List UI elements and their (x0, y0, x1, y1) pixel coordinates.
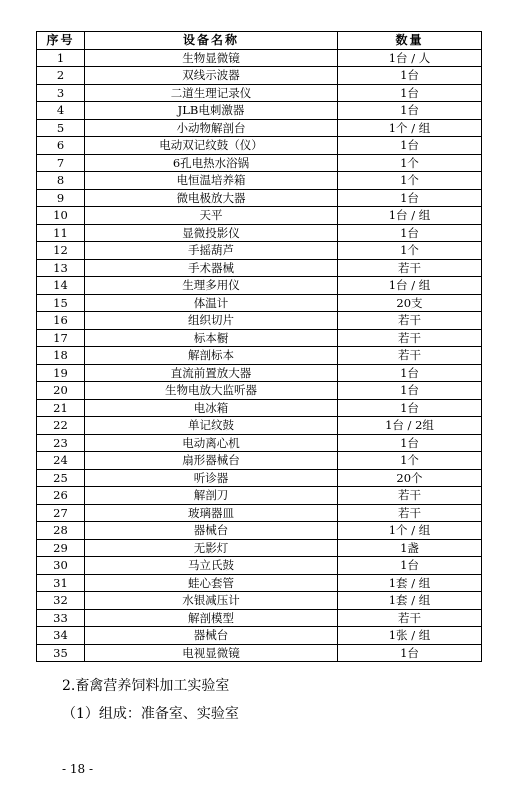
cell-equipment-name: 解剖标本 (85, 347, 338, 365)
cell-equipment-name: 微电极放大器 (85, 189, 338, 207)
cell-serial-number: 18 (37, 347, 85, 365)
header-serial-number: 序号 (37, 32, 85, 50)
cell-serial-number: 11 (37, 224, 85, 242)
cell-equipment-name: 电动双记纹鼓（仪） (85, 137, 338, 155)
cell-serial-number: 5 (37, 119, 85, 137)
cell-serial-number: 28 (37, 522, 85, 540)
cell-quantity: 1套 / 组 (338, 574, 482, 592)
cell-serial-number: 7 (37, 154, 85, 172)
table-row (37, 312, 482, 330)
cell-serial-number: 27 (37, 504, 85, 522)
table-row (37, 259, 482, 277)
cell-serial-number: 13 (37, 259, 85, 277)
table-row (37, 189, 482, 207)
cell-equipment-name: 水银减压计 (85, 592, 338, 610)
cell-quantity: 若干 (338, 504, 482, 522)
table-row (37, 154, 482, 172)
cell-serial-number: 23 (37, 434, 85, 452)
cell-equipment-name: JLB电刺激器 (85, 102, 338, 120)
cell-quantity: 1台 / 组 (338, 277, 482, 295)
table-row (37, 574, 482, 592)
cell-serial-number: 6 (37, 137, 85, 155)
cell-serial-number: 24 (37, 452, 85, 470)
cell-equipment-name: 无影灯 (85, 539, 338, 557)
table-row (37, 242, 482, 260)
table-row (37, 452, 482, 470)
cell-equipment-name: 手摇葫芦 (85, 242, 338, 260)
table-row (37, 539, 482, 557)
cell-quantity: 若干 (338, 347, 482, 365)
cell-serial-number: 35 (37, 644, 85, 662)
cell-quantity: 1台 (338, 224, 482, 242)
cell-serial-number: 16 (37, 312, 85, 330)
cell-quantity: 1台 (338, 434, 482, 452)
cell-quantity: 若干 (338, 312, 482, 330)
cell-quantity: 1台 (338, 137, 482, 155)
table-row (37, 49, 482, 67)
cell-equipment-name: 体温计 (85, 294, 338, 312)
table-row (37, 627, 482, 645)
table-row (37, 609, 482, 627)
cell-serial-number: 3 (37, 84, 85, 102)
table-row (37, 557, 482, 575)
table-row (37, 399, 482, 417)
table-row (37, 417, 482, 435)
cell-serial-number: 20 (37, 382, 85, 400)
table-row (37, 644, 482, 662)
cell-equipment-name: 器械台 (85, 627, 338, 645)
cell-equipment-name: 手术器械 (85, 259, 338, 277)
cell-quantity: 若干 (338, 487, 482, 505)
equipment-table (36, 31, 482, 662)
cell-quantity: 若干 (338, 329, 482, 347)
cell-serial-number: 9 (37, 189, 85, 207)
cell-serial-number: 29 (37, 539, 85, 557)
cell-serial-number: 10 (37, 207, 85, 225)
table-row (37, 504, 482, 522)
table-row (37, 347, 482, 365)
table-row (37, 522, 482, 540)
cell-quantity: 1张 / 组 (338, 627, 482, 645)
header-equipment-name: 设备名称 (85, 32, 338, 50)
cell-quantity: 1台 (338, 84, 482, 102)
cell-equipment-name: 二道生理记录仪 (85, 84, 338, 102)
cell-equipment-name: 组织切片 (85, 312, 338, 330)
table-row (37, 364, 482, 382)
cell-quantity: 1个 (338, 452, 482, 470)
table-row (37, 592, 482, 610)
table-row (37, 172, 482, 190)
cell-equipment-name: 生物电放大监听器 (85, 382, 338, 400)
cell-equipment-name: 天平 (85, 207, 338, 225)
cell-quantity: 1个 / 组 (338, 119, 482, 137)
cell-equipment-name: 听诊器 (85, 469, 338, 487)
cell-equipment-name: 直流前置放大器 (85, 364, 338, 382)
table-row (37, 329, 482, 347)
cell-serial-number: 2 (37, 67, 85, 85)
cell-quantity: 若干 (338, 609, 482, 627)
cell-quantity: 1台 (338, 399, 482, 417)
cell-quantity: 1个 (338, 172, 482, 190)
cell-equipment-name: 标本橱 (85, 329, 338, 347)
cell-equipment-name: 器械台 (85, 522, 338, 540)
table-row (37, 294, 482, 312)
table-row (37, 119, 482, 137)
table-row (37, 102, 482, 120)
cell-quantity: 1台 (338, 364, 482, 382)
cell-serial-number: 25 (37, 469, 85, 487)
cell-serial-number: 4 (37, 102, 85, 120)
table-row (37, 207, 482, 225)
section-heading: 2.畜禽营养饲料加工实验室 (62, 678, 230, 694)
cell-serial-number: 12 (37, 242, 85, 260)
table-row (37, 469, 482, 487)
table-row (37, 487, 482, 505)
cell-equipment-name: 显微投影仪 (85, 224, 338, 242)
table-row (37, 67, 482, 85)
cell-equipment-name: 电视显微镜 (85, 644, 338, 662)
cell-serial-number: 32 (37, 592, 85, 610)
cell-quantity: 1台 / 组 (338, 207, 482, 225)
cell-quantity: 1台 (338, 644, 482, 662)
cell-equipment-name: 解剖刀 (85, 487, 338, 505)
cell-quantity: 1台 (338, 102, 482, 120)
cell-serial-number: 19 (37, 364, 85, 382)
cell-quantity: 1台 / 人 (338, 49, 482, 67)
cell-quantity: 1台 (338, 557, 482, 575)
cell-serial-number: 22 (37, 417, 85, 435)
cell-quantity: 20个 (338, 469, 482, 487)
page-number: - 18 - (62, 762, 94, 776)
cell-serial-number: 30 (37, 557, 85, 575)
cell-equipment-name: 电动离心机 (85, 434, 338, 452)
cell-equipment-name: 电恒温培养箱 (85, 172, 338, 190)
table-row (37, 277, 482, 295)
cell-quantity: 20支 (338, 294, 482, 312)
cell-quantity: 1个 (338, 154, 482, 172)
cell-serial-number: 14 (37, 277, 85, 295)
cell-serial-number: 17 (37, 329, 85, 347)
cell-serial-number: 34 (37, 627, 85, 645)
cell-serial-number: 31 (37, 574, 85, 592)
cell-quantity: 若干 (338, 259, 482, 277)
table-row (37, 84, 482, 102)
table-row (37, 137, 482, 155)
cell-serial-number: 1 (37, 49, 85, 67)
table-row (37, 382, 482, 400)
cell-serial-number: 33 (37, 609, 85, 627)
cell-quantity: 1个 / 组 (338, 522, 482, 540)
cell-equipment-name: 解剖模型 (85, 609, 338, 627)
cell-equipment-name: 6孔电热水浴锅 (85, 154, 338, 172)
table-header-row (37, 32, 482, 50)
cell-serial-number: 15 (37, 294, 85, 312)
cell-quantity: 1台 (338, 189, 482, 207)
cell-quantity: 1台 (338, 67, 482, 85)
cell-serial-number: 8 (37, 172, 85, 190)
cell-quantity: 1台 / 2组 (338, 417, 482, 435)
cell-equipment-name: 扇形器械台 (85, 452, 338, 470)
header-quantity: 数量 (338, 32, 482, 50)
table-row (37, 434, 482, 452)
section-subheading: （1）组成：准备室、实验室 (62, 706, 239, 722)
cell-equipment-name: 双线示波器 (85, 67, 338, 85)
cell-quantity: 1台 (338, 382, 482, 400)
cell-equipment-name: 蛙心套管 (85, 574, 338, 592)
table-row (37, 224, 482, 242)
cell-equipment-name: 小动物解剖台 (85, 119, 338, 137)
cell-quantity: 1套 / 组 (338, 592, 482, 610)
cell-quantity: 1个 (338, 242, 482, 260)
cell-equipment-name: 马立氏鼓 (85, 557, 338, 575)
cell-equipment-name: 生理多用仪 (85, 277, 338, 295)
cell-serial-number: 21 (37, 399, 85, 417)
cell-serial-number: 26 (37, 487, 85, 505)
cell-equipment-name: 玻璃器皿 (85, 504, 338, 522)
cell-quantity: 1盏 (338, 539, 482, 557)
cell-equipment-name: 电冰箱 (85, 399, 338, 417)
cell-equipment-name: 生物显微镜 (85, 49, 338, 67)
cell-equipment-name: 单记纹鼓 (85, 417, 338, 435)
